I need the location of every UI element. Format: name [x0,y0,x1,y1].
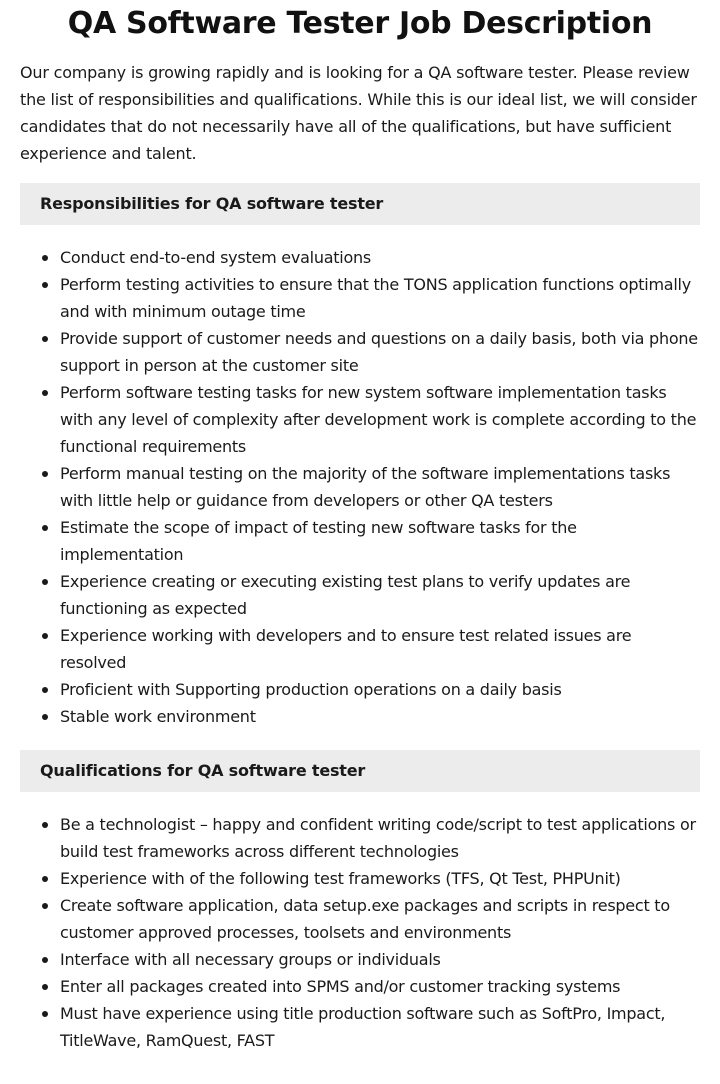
page-title: QA Software Tester Job Description [67,6,653,41]
list-item [60,271,700,325]
list-item-text: Interface with all necessary groups or individuals [60,950,441,969]
bullet-icon [42,822,48,828]
list-item [60,892,700,946]
intro-paragraph: Our company is growing rapidly and is looking for a QA software tester. Please review the list of responsibilities and qualifications. While this is our ideal list, we will consider candidates that do not necessarily have all of the qualifications, but have sufficient experience and talent. [20,63,697,163]
bullet-icon [42,1011,48,1017]
list-item-text: Proficient with Supporting production operations on a daily basis [60,680,562,699]
list-item-text: Must have experience using title production software such as SoftPro, Impact, TitleWave, RamQuest, FAST [60,1004,666,1050]
list-item [60,676,700,703]
qualifications-heading: Qualifications for QA software tester [20,750,700,792]
responsibilities-list [20,244,700,730]
bullet-icon [42,876,48,882]
list-item-text: Provide support of customer needs and questions on a daily basis, both via phone support in person at the customer site [60,329,698,375]
list-item [60,703,700,730]
list-item-text: Enter all packages created into SPMS and/or customer tracking systems [60,977,621,996]
list-item [60,244,700,271]
bullet-icon [42,525,48,531]
list-item [60,811,700,865]
list-item-text: Perform testing activities to ensure that the TONS application functions optimally and with minimum outage time [60,275,691,321]
list-item [60,514,700,568]
list-item-text: Be a technologist – happy and confident writing code/script to test applications or build test frameworks across different technologies [60,815,696,861]
list-item [60,568,700,622]
list-item-text: Estimate the scope of impact of testing new software tasks for the implementation [60,518,577,564]
bullet-icon [42,255,48,261]
bullet-icon [42,957,48,963]
list-item [60,325,700,379]
responsibilities-heading: Responsibilities for QA software tester [20,183,700,225]
list-item [60,865,700,892]
list-item-text: Perform manual testing on the majority of the software implementations tasks with little help or guidance from developers or other QA testers [60,464,671,510]
list-item [60,1000,700,1054]
list-item-text: Perform software testing tasks for new system software implementation tasks with any level of complexity after development work is complete according to the functional requirements [60,383,697,456]
list-item-text: Experience creating or executing existing test plans to verify updates are functioning as expected [60,572,631,618]
bullet-icon [42,633,48,639]
bullet-icon [42,687,48,693]
qualifications-list [20,811,700,1054]
list-item [60,973,700,1000]
list-item [60,460,700,514]
bullet-icon [42,579,48,585]
bullet-icon [42,336,48,342]
list-item-text: Conduct end-to-end system evaluations [60,248,371,267]
bullet-icon [42,714,48,720]
list-item-text: Create software application, data setup.exe packages and scripts in respect to customer approved processes, toolsets and environments [60,896,670,942]
bullet-icon [42,471,48,477]
bullet-icon [42,390,48,396]
bullet-icon [42,282,48,288]
list-item [60,946,700,973]
bullet-icon [42,903,48,909]
list-item-text: Experience working with developers and to ensure test related issues are resolved [60,626,632,672]
list-item-text: Experience with of the following test frameworks (TFS, Qt Test, PHPUnit) [60,869,621,888]
bullet-icon [42,984,48,990]
list-item-text: Stable work environment [60,707,256,726]
list-item [60,379,700,460]
list-item [60,622,700,676]
